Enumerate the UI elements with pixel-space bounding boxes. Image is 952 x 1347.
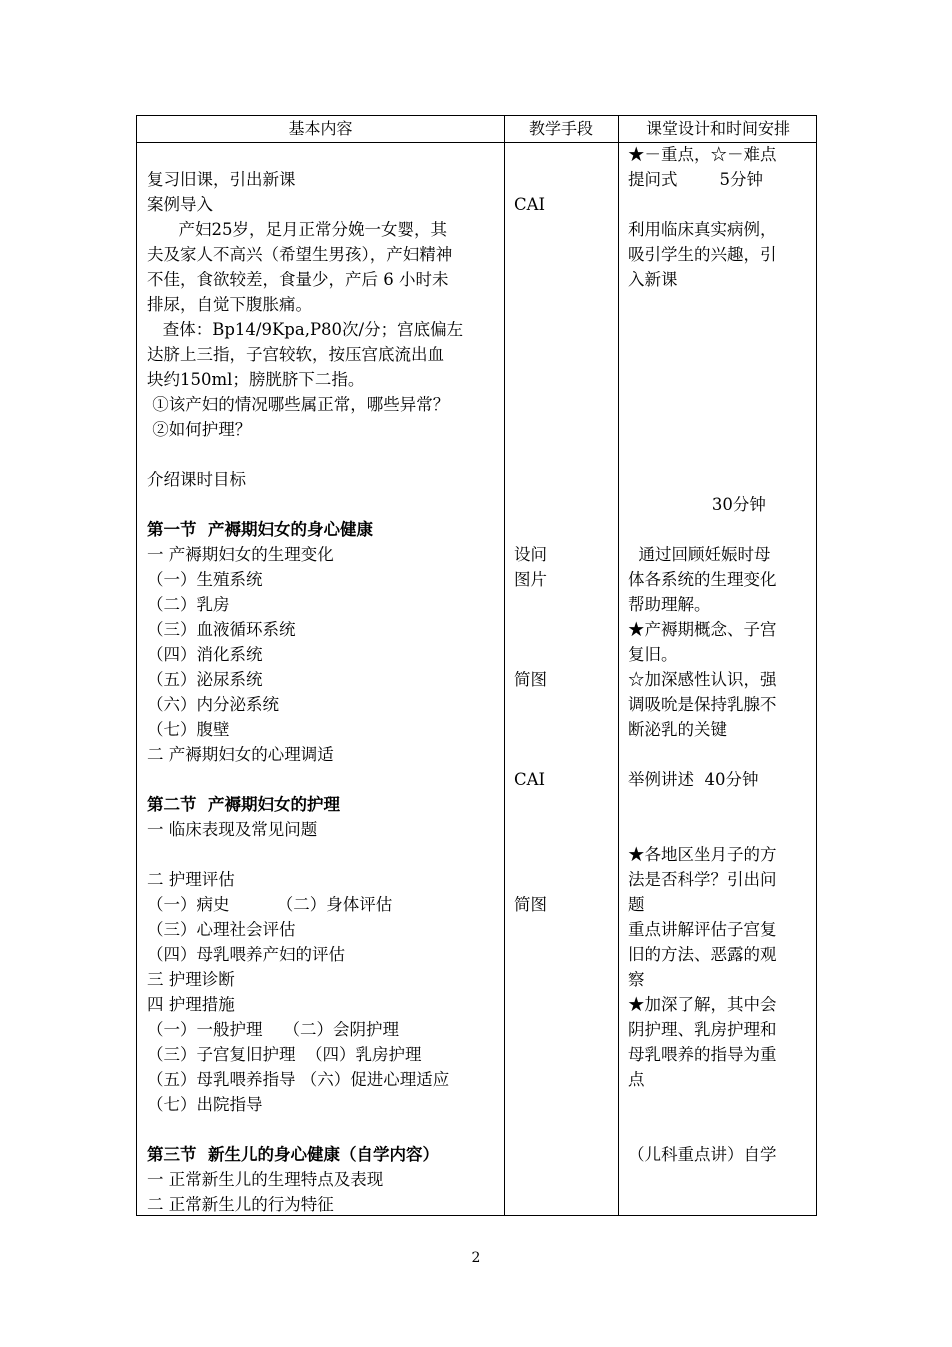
section-heading: 第三节 新生儿的身心健康（自学内容） xyxy=(147,1145,439,1164)
header-basic-content: 基本内容 xyxy=(288,119,353,138)
content-line: 案例导入 xyxy=(147,195,213,214)
content-line: （六）内分泌系统 xyxy=(147,695,279,714)
design-note-line: 调吸吮是保持乳腺不 xyxy=(628,695,777,714)
section-heading: 第二节 产褥期妇女的护理 xyxy=(147,795,340,814)
content-line: 二 正常新生儿的行为特征 xyxy=(147,1195,334,1214)
design-note-line: 复旧。 xyxy=(628,645,678,664)
header-class-design: 课堂设计和时间安排 xyxy=(645,119,790,138)
design-note-line: 体各系统的生理变化 xyxy=(628,570,777,589)
content-line: 四 护理措施 xyxy=(147,995,235,1014)
content-line: 排尿，自觉下腹胀痛。 xyxy=(147,295,312,314)
design-note-line: 题 xyxy=(628,895,645,914)
lesson-plan-table xyxy=(136,115,817,1216)
content-line: 三 护理诊断 xyxy=(147,970,235,989)
content-line: 不佳，食欲较差，食量少，产后 6 小时未 xyxy=(147,270,449,289)
design-note-line: 提问式 5分钟 xyxy=(628,170,763,189)
content-line: ①该产妇的情况哪些属正常，哪些异常？ xyxy=(147,395,450,414)
content-line: （四）母乳喂养产妇的评估 xyxy=(147,945,345,964)
content-line: 二 护理评估 xyxy=(147,870,235,889)
content-line: 查体：Bp14/9Kpa,P80次/分；宫底偏左 xyxy=(147,320,464,339)
teaching-means-item: 图片 xyxy=(514,570,547,589)
content-line: （一）生殖系统 xyxy=(147,570,263,589)
design-note-line: 通过回顾妊娠时母 xyxy=(628,545,771,564)
content-line: 达脐上三指，子宫较软，按压宫底流出血 xyxy=(147,345,444,364)
content-line: （七）腹壁 xyxy=(147,720,230,739)
design-note-line: ★产褥期概念、子宫 xyxy=(628,620,777,639)
column-divider xyxy=(618,116,619,1215)
design-note-line: 重点讲解评估子宫复 xyxy=(628,920,777,939)
design-note-line: 吸引学生的兴趣，引 xyxy=(628,245,777,264)
content-line: （五）母乳喂养指导 （六）促进心理适应 xyxy=(147,1070,450,1089)
design-note-line: 帮助理解。 xyxy=(628,595,711,614)
content-line: 一 产褥期妇女的生理变化 xyxy=(147,545,334,564)
design-note-line: （儿科重点讲）自学 xyxy=(628,1145,777,1164)
design-note-line: 点 xyxy=(628,1070,645,1089)
column-divider xyxy=(504,116,505,1215)
content-line: （三）心理社会评估 xyxy=(147,920,296,939)
design-note-line: ☆加深感性认识，强 xyxy=(628,670,777,689)
header-teaching-means: 教学手段 xyxy=(528,119,593,138)
content-line: 产妇25岁，足月正常分娩一女婴，其 xyxy=(147,220,447,239)
content-line: 夫及家人不高兴（希望生男孩），产妇精神 xyxy=(147,245,453,264)
content-line: （五）泌尿系统 xyxy=(147,670,263,689)
content-line: （二）乳房 xyxy=(147,595,230,614)
content-line: （四）消化系统 xyxy=(147,645,263,664)
content-line: 介绍课时目标 xyxy=(147,470,246,489)
design-note-line: 入新课 xyxy=(628,270,678,289)
design-note-line: 举例讲述 40分钟 xyxy=(628,770,759,789)
content-line: 一 临床表现及常见问题 xyxy=(147,820,318,839)
design-note-line: ★各地区坐月子的方 xyxy=(628,845,777,864)
content-line: ②如何护理？ xyxy=(147,420,252,439)
design-note-line: 利用临床真实病例， xyxy=(628,220,777,239)
content-line: 复习旧课，引出新课 xyxy=(147,170,296,189)
table-header-row xyxy=(137,116,816,143)
design-note-line: 察 xyxy=(628,970,645,989)
content-line: 二 产褥期妇女的心理调适 xyxy=(147,745,334,764)
content-line: （三）血液循环系统 xyxy=(147,620,296,639)
design-note-line: 母乳喂养的指导为重 xyxy=(628,1045,777,1064)
section-heading: 第一节 产褥期妇女的身心健康 xyxy=(147,520,373,539)
teaching-means-item: CAI xyxy=(514,770,546,789)
teaching-means-item: CAI xyxy=(514,195,546,214)
page-number: 2 xyxy=(471,1250,481,1266)
design-note-line: 阴护理、乳房护理和 xyxy=(628,1020,777,1039)
teaching-means-item: 简图 xyxy=(514,670,547,689)
content-line: （三）子宫复旧护理 （四）乳房护理 xyxy=(147,1045,422,1064)
design-note-line: 法是否科学？引出问 xyxy=(628,870,777,889)
content-line: （一）一般护理 （二）会阴护理 xyxy=(147,1020,399,1039)
design-note-line: ★－重点，☆－难点 xyxy=(628,145,777,164)
design-note-line: 30分钟 xyxy=(628,495,766,514)
teaching-means-item: 简图 xyxy=(514,895,547,914)
content-line: 块约150ml；膀胱脐下二指。 xyxy=(147,370,365,389)
design-note-line: 断泌乳的关键 xyxy=(628,720,727,739)
design-note-line: ★加深了解，其中会 xyxy=(628,995,777,1014)
content-line: （七）出院指导 xyxy=(147,1095,263,1114)
design-note-line: 旧的方法、恶露的观 xyxy=(628,945,777,964)
teaching-means-item: 设问 xyxy=(514,545,547,564)
content-line: （一）病史 （二）身体评估 xyxy=(147,895,393,914)
content-line: 一 正常新生儿的生理特点及表现 xyxy=(147,1170,384,1189)
